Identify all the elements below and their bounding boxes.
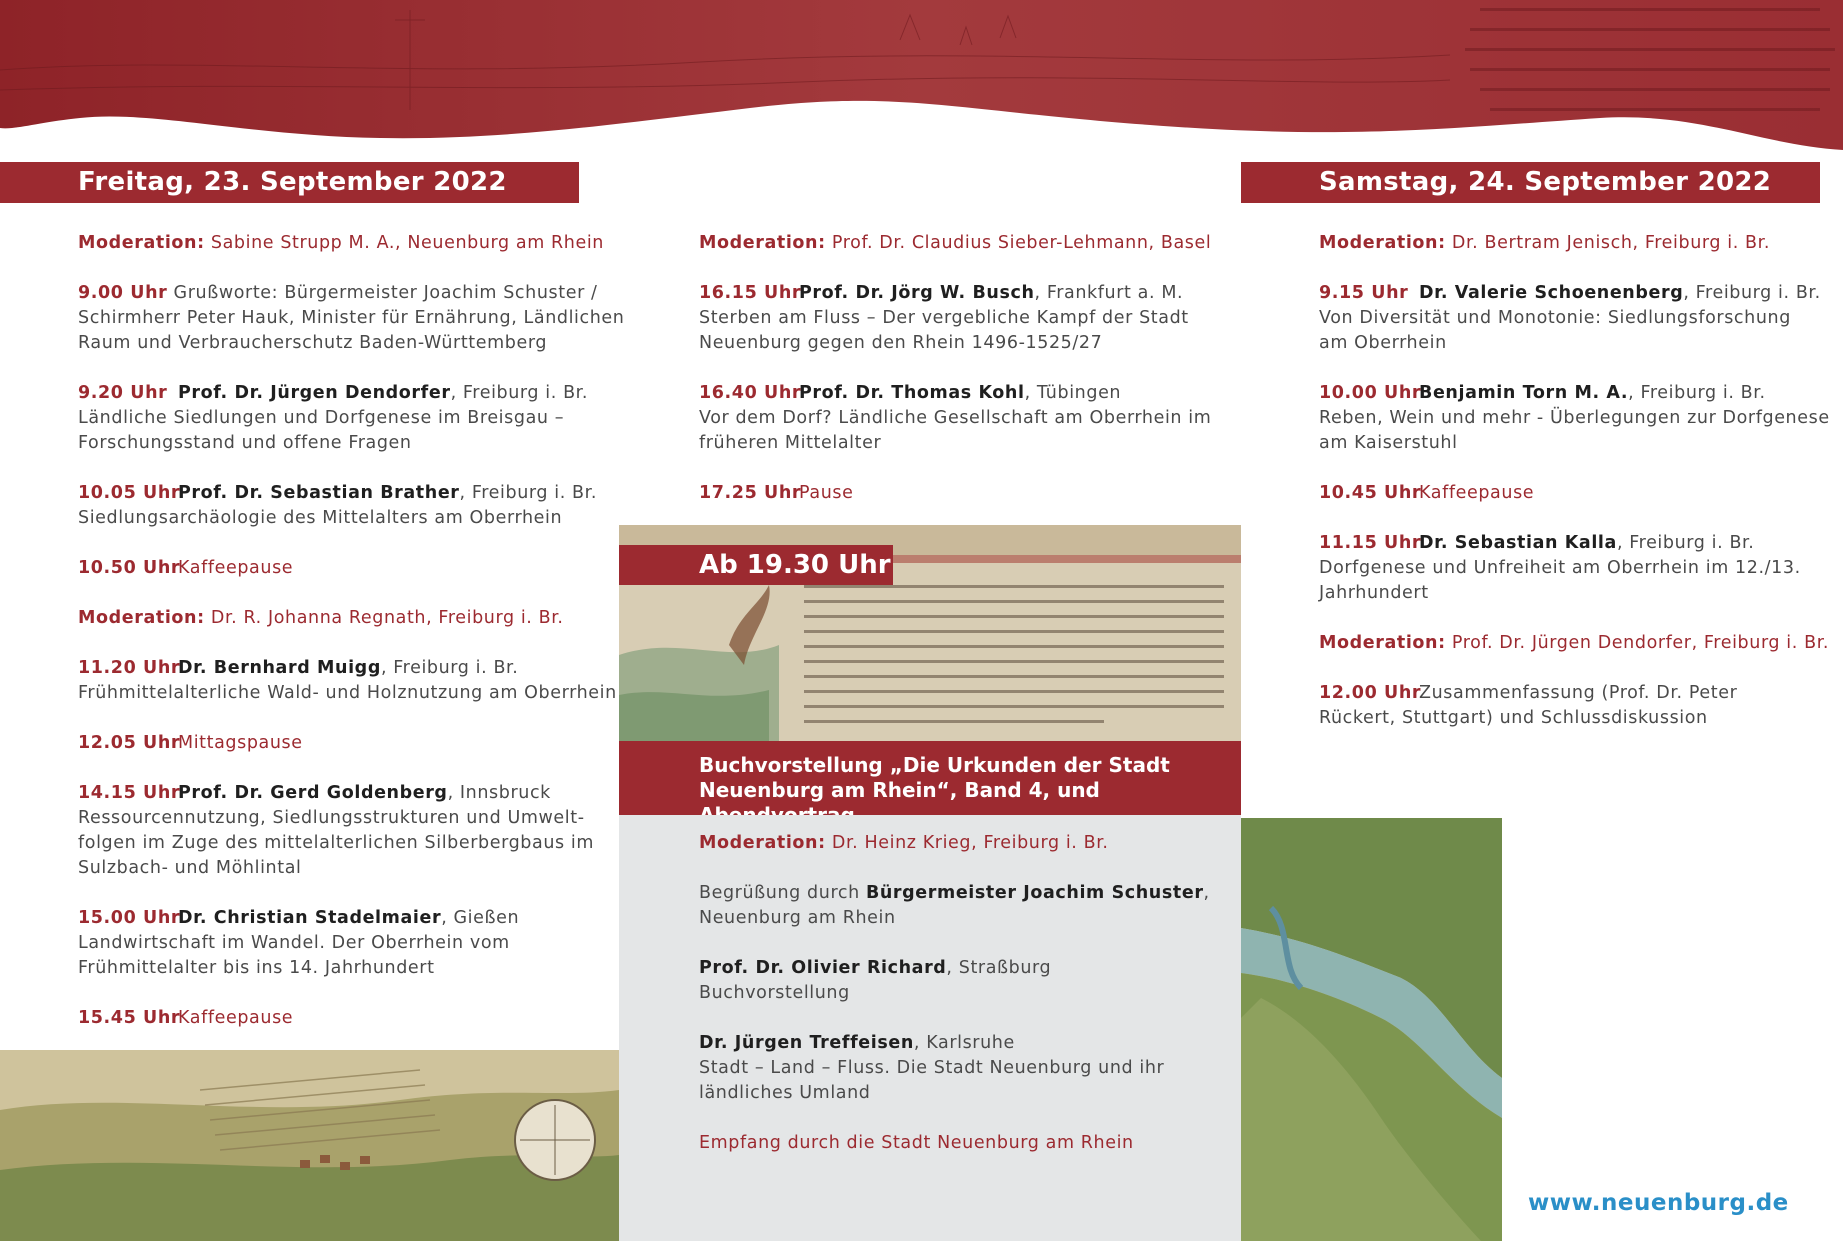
talk-title: Sterben am Fluss – Der vergebliche Kampf der Stadt: [699, 308, 1189, 328]
saturday-moderation: [1319, 231, 1839, 256]
talk-title: Landwirtschaft im Wandel. Der Oberrhein vom: [78, 933, 510, 953]
friday-column: [78, 231, 625, 1056]
talk-title: Frühmittelalter bis ins 14. Jahrhundert: [78, 958, 435, 978]
saturday-header: Samstag, 24. September 2022: [1241, 162, 1820, 203]
moderator: Sabine Strupp M. A., Neuenburg am Rhein: [210, 233, 604, 253]
talk-title: Ressourcennutzung, Siedlungsstrukturen und Umwelt-: [78, 808, 585, 828]
moderation-label: Moderation:: [699, 833, 826, 853]
program-item: [78, 481, 598, 531]
speaker-name: Dr. Christian Stadelmaier: [178, 908, 442, 928]
talk-title: Vor dem Dorf? Ländliche Gesellschaft am Oberrhein im: [699, 408, 1212, 428]
friday-moderation: [78, 606, 598, 631]
program-text: Grußworte: Bürgermeister Joachim Schuster /: [173, 283, 598, 303]
pause-item: [1319, 481, 1839, 506]
talk-title: Dorfgenese und Unfreiheit am Oberrhein im 12./13.: [1319, 558, 1801, 578]
talk-title: ländliches Umland: [699, 1083, 871, 1103]
program-item: [78, 781, 598, 881]
talk-title: Neuenburg gegen den Rhein 1496-1525/27: [699, 333, 1103, 353]
talk-title: Sulzbach- und Möhlintal: [78, 858, 302, 878]
speaker-place: , Innsbruck: [447, 783, 551, 803]
saturday-moderation: [1319, 631, 1839, 656]
talk-title: Reben, Wein und mehr - Überlegungen zur Dorfgenese: [1319, 408, 1830, 428]
saturday-column: [1319, 231, 1839, 756]
talk-title: Stadt – Land – Fluss. Die Stadt Neuenburg und ihr: [699, 1058, 1165, 1078]
pause-item: [78, 556, 598, 581]
speaker-place: , Freiburg i. Br.: [450, 383, 589, 403]
speaker-name: Bürgermeister Joachim Schuster: [865, 883, 1204, 903]
time-label: 11.15 Uhr: [1319, 533, 1422, 553]
greeting-prefix: Begrüßung durch: [699, 883, 866, 903]
speaker-place: , Gießen: [441, 908, 520, 928]
time-label: 9.20 Uhr: [78, 383, 168, 403]
speaker-name: Prof. Dr. Gerd Goldenberg: [178, 783, 448, 803]
historic-map-image-right: [1241, 818, 1502, 1241]
program-item: [699, 1031, 1229, 1106]
speaker-name: Prof. Dr. Sebastian Brather: [178, 483, 460, 503]
time-label: 10.00 Uhr: [1319, 383, 1422, 403]
talk-title: Buchvorstellung: [699, 983, 850, 1003]
friday-moderation: [78, 231, 604, 256]
talk-title: Ländliche Siedlungen und Dorfgenese im Breisgau –: [78, 408, 565, 428]
speaker-name: Dr. Valerie Schoenenberg: [1419, 283, 1684, 303]
greeting-place: Neuenburg am Rhein: [699, 908, 896, 928]
program-text: Raum und Verbraucherschutz Baden-Württemberg: [78, 333, 548, 353]
moderation-label: Moderation:: [78, 233, 205, 253]
book-title-line: Buchvorstellung „Die Urkunden der Stadt: [699, 753, 1170, 777]
time-label: 12.05 Uhr: [78, 733, 181, 753]
afternoon-moderation: [699, 231, 1229, 256]
speaker-name: Dr. Jürgen Treffeisen: [699, 1033, 914, 1053]
moderation-label: Moderation:: [699, 233, 826, 253]
speaker-name: Dr. Bernhard Muigg: [178, 658, 381, 678]
moderator: Prof. Dr. Claudius Sieber-Lehmann, Basel: [831, 233, 1212, 253]
program-item: [78, 281, 625, 356]
program-item: [699, 956, 1229, 1006]
pause-item: [78, 731, 598, 756]
friday-header: Freitag, 23. September 2022: [0, 162, 579, 203]
speaker-place: , Straßburg: [946, 958, 1052, 978]
program-item: [699, 281, 1229, 356]
evening-program: [699, 831, 1229, 1181]
program-item: [78, 381, 598, 456]
speaker-name: Prof. Dr. Thomas Kohl: [799, 383, 1025, 403]
greeting-suffix: ,: [1203, 883, 1210, 903]
time-label: 15.45 Uhr: [78, 1008, 181, 1028]
pause-label: Pause: [799, 483, 854, 503]
header-banner-image: [0, 0, 1843, 150]
talk-title: Frühmittelalterliche Wald- und Holznutzung am Oberrhein: [78, 683, 617, 703]
speaker-place: , Freiburg i. Br.: [1616, 533, 1755, 553]
time-label: 12.00 Uhr: [1319, 683, 1422, 703]
pause-label: Kaffeepause: [1419, 483, 1535, 503]
moderation-label: Moderation:: [78, 608, 205, 628]
talk-title: Von Diversität und Monotonie: Siedlungsforschung: [1319, 308, 1791, 328]
time-label: 16.40 Uhr: [699, 383, 802, 403]
time-label: 11.20 Uhr: [78, 658, 181, 678]
talk-title: früheren Mittelalter: [699, 433, 882, 453]
moderation-label: Moderation:: [1319, 633, 1446, 653]
book-presentation-bar: [619, 741, 1241, 815]
greeting-item: [699, 881, 1229, 931]
talk-title: Siedlungsarchäologie des Mittelalters am Oberrhein: [78, 508, 563, 528]
program-text: Schirmherr Peter Hauk, Minister für Ernährung, Ländlichen: [78, 308, 625, 328]
time-label: 9.15 Uhr: [1319, 283, 1409, 303]
pause-item: [699, 481, 1229, 506]
speaker-place: , Freiburg i. Br.: [380, 658, 519, 678]
reception-text: Empfang durch die Stadt Neuenburg am Rhein: [699, 1133, 1134, 1153]
pause-label: Mittagspause: [178, 733, 303, 753]
time-label: 14.15 Uhr: [78, 783, 181, 803]
time-label: 10.45 Uhr: [1319, 483, 1422, 503]
talk-title: Forschungsstand und offene Fragen: [78, 433, 412, 453]
time-label: 15.00 Uhr: [78, 908, 181, 928]
pause-label: Kaffeepause: [178, 1008, 294, 1028]
program-item: [78, 656, 617, 706]
speaker-place: , Karlsruhe: [913, 1033, 1015, 1053]
speaker-place: , Frankfurt a. M.: [1034, 283, 1184, 303]
speaker-place: , Freiburg i. Br.: [1628, 383, 1766, 403]
speaker-place: , Freiburg i. Br.: [459, 483, 597, 503]
evening-moderation: [699, 831, 1229, 856]
evening-time-label: Ab 19.30 Uhr: [619, 545, 893, 585]
talk-title: folgen im Zuge des mittelalterlichen Silberbergbaus im: [78, 833, 595, 853]
time-label: 9.00 Uhr: [78, 283, 168, 303]
program-item: [1319, 531, 1839, 606]
speaker-name: Prof. Dr. Olivier Richard: [699, 958, 947, 978]
time-label: 10.05 Uhr: [78, 483, 181, 503]
speaker-name: Benjamin Torn M. A.: [1419, 383, 1629, 403]
speaker-place: , Tübingen: [1024, 383, 1122, 403]
moderator: Prof. Dr. Jürgen Dendorfer, Freiburg i. Br.: [1451, 633, 1830, 653]
book-title-line: Neuenburg am Rhein“, Band 4, und: [699, 778, 1100, 802]
friday-afternoon-column: [699, 231, 1229, 531]
moderation-label: Moderation:: [1319, 233, 1446, 253]
program-item: [1319, 381, 1839, 456]
talk-title: am Kaiserstuhl: [1319, 433, 1458, 453]
time-label: 10.50 Uhr: [78, 558, 181, 578]
moderator: Dr. R. Johanna Regnath, Freiburg i. Br.: [210, 608, 564, 628]
speaker-place: , Freiburg i. Br.: [1683, 283, 1821, 303]
speaker-name: Dr. Sebastian Kalla: [1419, 533, 1617, 553]
program-item: [699, 381, 1229, 456]
time-label: 17.25 Uhr: [699, 483, 802, 503]
speaker-name: Prof. Dr. Jörg W. Busch: [799, 283, 1035, 303]
program-text: Zusammenfassung (Prof. Dr. Peter: [1419, 683, 1738, 703]
program-text: Rückert, Stuttgart) und Schlussdiskussion: [1319, 708, 1708, 728]
program-item: [1319, 281, 1839, 356]
historic-map-image-left: [0, 1050, 619, 1241]
program-item: [78, 906, 598, 981]
program-item: [1319, 681, 1839, 731]
moderator: Dr. Bertram Jenisch, Freiburg i. Br.: [1451, 233, 1771, 253]
reception-item: [699, 1131, 1229, 1156]
pause-item: [78, 1006, 598, 1031]
talk-title: Jahrhundert: [1319, 583, 1429, 603]
pause-label: Kaffeepause: [178, 558, 294, 578]
website-link[interactable]: www.neuenburg.de: [1528, 1190, 1789, 1216]
talk-title: am Oberrhein: [1319, 333, 1447, 353]
speaker-name: Prof. Dr. Jürgen Dendorfer: [178, 383, 451, 403]
time-label: 16.15 Uhr: [699, 283, 802, 303]
moderator: Dr. Heinz Krieg, Freiburg i. Br.: [831, 833, 1109, 853]
